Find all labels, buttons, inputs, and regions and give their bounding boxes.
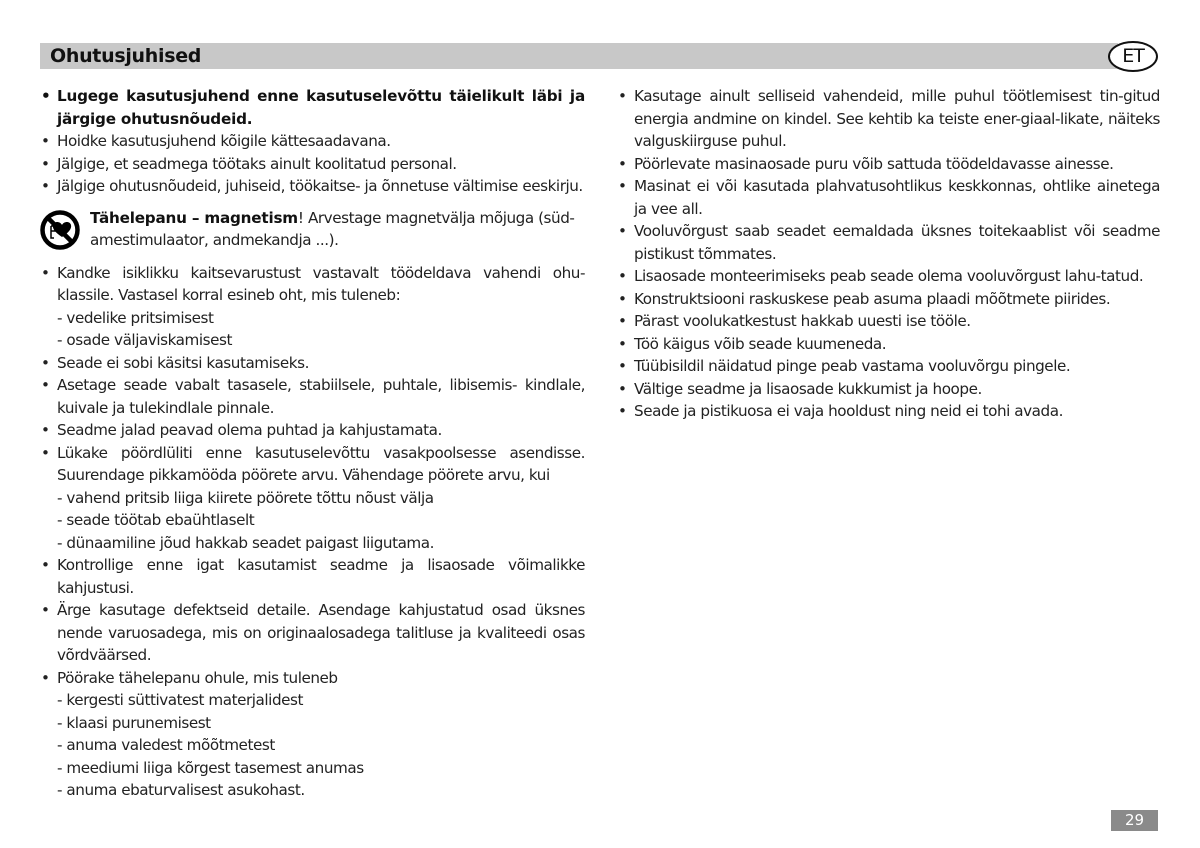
list-item: [617, 333, 1160, 356]
magnetism-warning: [40, 207, 585, 252]
list-item-text: Lugege kasutusjuhend enne kasutuselevõttu täielikult läbi ja järgige ohutusnõudeid.: [57, 87, 585, 128]
list-item-text: Seade ei sobi käsitsi kasutamiseks.: [57, 353, 309, 372]
sub-list-item: - klaasi purunemisest: [57, 713, 211, 732]
list-item: [617, 220, 1160, 265]
bullet-icon: •: [41, 154, 50, 173]
list-item-text: Pöörlevate masinaosade puru võib sattuda töödeldavasse ainesse.: [634, 154, 1114, 173]
list-item: [617, 85, 1160, 153]
list-item: [40, 130, 585, 153]
list-item-text: Pärast voolukatkestust hakkab uuesti ise tööle.: [634, 312, 971, 330]
list-item: [40, 554, 585, 599]
bullet-icon: •: [41, 668, 50, 687]
list-item-text: Ärge kasutage defektseid detaile. Asendage kahjustatud osad üksnes nende varuosadega, mis on originaalosadega talitluse ja kvaliteedi osas võrdväärsed.: [57, 601, 585, 664]
list-item-text: Kandke isiklikku kaitsevarustust vastavalt töödeldava vahendi ohu-klassile. Vastasel korral esineb oht, mis tuleneb:: [57, 263, 585, 304]
bullet-icon: •: [618, 177, 627, 195]
bullet-icon: •: [618, 312, 627, 330]
right-column: [617, 85, 1160, 423]
sub-list-item: - anuma ebaturvalisest asukohast.: [57, 781, 305, 799]
bullet-icon: •: [41, 132, 50, 150]
bullet-icon: •: [618, 289, 627, 308]
list-item-text: Masinat ei või kasutada plahvatusohtlikus keskkonnas, ohtlike ainetega ja vee all.: [634, 177, 1160, 218]
sub-list-item: - meediumi liiga kõrgest tasemest anumas: [57, 758, 364, 777]
list-item: [617, 288, 1160, 311]
list-item-text: Seade ja pistikuosa ei vaja hooldust ning neid ei tohi avada.: [634, 402, 1063, 420]
sub-list-item: - vahend pritsib liiga kiirete pöörete tõttu nõust välja: [57, 488, 434, 507]
left-list-after-warning: [40, 262, 585, 802]
list-item-text: Asetage seade vabalt tasasele, stabiilsele, puhtale, libisemis- kindlale, kuivale ja tulekindlale pinnale.: [57, 376, 585, 417]
sub-list-item: - osade väljaviskamisest: [57, 331, 232, 349]
left-list-before-warning: [40, 85, 585, 198]
sub-list-item: - dünaamiline jõud hakkab seadet paigast liigutama.: [57, 533, 435, 552]
list-item-text: Hoidke kasutusjuhend kõigile kättesaadavana.: [57, 132, 391, 150]
list-item-text: Lisaosade monteerimiseks peab seade olema vooluvõrgust lahu-tatud.: [634, 267, 1144, 285]
list-item: [40, 85, 585, 130]
bullet-icon: •: [41, 556, 50, 574]
bullet-icon: •: [618, 154, 627, 173]
warning-title: Tähelepanu – magnetism: [90, 208, 298, 227]
bullet-icon: •: [41, 421, 50, 439]
right-list: [617, 85, 1160, 423]
list-item-text: Vooluvõrgust saab seadet eemaldada üksnes toitekaablist või seadme pistikust tõmmates.: [634, 222, 1160, 263]
bullet-icon: •: [618, 222, 627, 240]
list-item: [40, 419, 585, 442]
no-pacemaker-prohibition-icon: [40, 210, 80, 250]
list-item-text: Töö käigus võib seade kuumeneda.: [634, 334, 887, 353]
bullet-icon: •: [41, 177, 50, 195]
warning-text: ! Arvestage magnetvälja mõjuga (süd-amestimulaator, andmekandja ...).: [90, 208, 575, 249]
list-item: [617, 378, 1160, 401]
language-badge: ET: [1108, 41, 1158, 72]
sub-list-item: - anuma valedest mõõtmetest: [57, 736, 275, 754]
list-item-text: Konstruktsiooni raskuskese peab asuma plaadi mõõtmete piirides.: [634, 289, 1111, 308]
list-item: [40, 442, 585, 555]
list-item-text: Pöörake tähelepanu ohule, mis tuleneb: [57, 668, 338, 687]
bullet-icon: •: [618, 357, 627, 375]
list-item-text: Jälgige, et seadmega töötaks ainult koolitatud personal.: [57, 154, 457, 173]
list-item: [617, 153, 1160, 176]
list-item-text: Kasutage ainult selliseid vahendeid, mille puhul töötlemisest tin-gitud energia andmine on kindel. See kehtib ka teiste ener-giaal-likate, näiteks valguskiirguse puhul.: [634, 87, 1160, 150]
list-item: [40, 262, 585, 352]
bullet-icon: •: [41, 263, 50, 282]
list-item-text: Seadme jalad peavad olema puhtad ja kahjustamata.: [57, 421, 442, 439]
bullet-icon: •: [618, 87, 627, 105]
list-item: [40, 153, 585, 176]
list-item: [40, 175, 585, 198]
list-item-text: Vältige seadme ja lisaosade kukkumist ja hoope.: [634, 379, 982, 398]
list-item: [617, 355, 1160, 378]
list-item-text: Lükake pöördlüliti enne kasutuselevõttu vasakpoolsesse asendisse. Suurendage pikkamööda pöörete arvu. Vähendage pöörete arvu, kui: [57, 443, 585, 484]
bullet-icon: •: [41, 353, 50, 372]
list-item-text: Kontrollige enne igat kasutamist seadme ja lisaosade võimalikke kahjustusi.: [57, 556, 585, 597]
left-column: [40, 85, 585, 802]
list-item: [617, 310, 1160, 333]
bullet-icon: •: [618, 267, 627, 285]
list-item: [40, 352, 585, 375]
bullet-icon: •: [41, 443, 50, 462]
bullet-icon: •: [618, 402, 627, 420]
list-item-text: Jälgige ohutusnõudeid, juhiseid, töökaitse- ja õnnetuse vältimise eeskirju.: [57, 177, 583, 195]
bullet-icon: •: [41, 601, 50, 619]
list-item: [40, 599, 585, 667]
bullet-icon: •: [41, 87, 51, 105]
page-title: Ohutusjuhised: [50, 45, 202, 67]
list-item-text: Tüübisildil näidatud pinge peab vastama vooluvõrgu pingele.: [634, 357, 1071, 375]
sub-list-item: - seade töötab ebaühtlaselt: [57, 511, 255, 529]
sub-list-item: - vedelike pritsimisest: [57, 308, 214, 327]
list-item: [617, 265, 1160, 288]
list-item: [617, 175, 1160, 220]
bullet-icon: •: [618, 334, 627, 353]
bullet-icon: •: [618, 379, 627, 398]
list-item: [40, 374, 585, 419]
list-item: [617, 400, 1160, 423]
sub-list-item: - kergesti süttivatest materjalidest: [57, 691, 303, 709]
list-item: [40, 667, 585, 802]
bullet-icon: •: [41, 376, 50, 394]
section-header-bar: [40, 43, 1118, 69]
page-number: 29: [1111, 810, 1158, 831]
